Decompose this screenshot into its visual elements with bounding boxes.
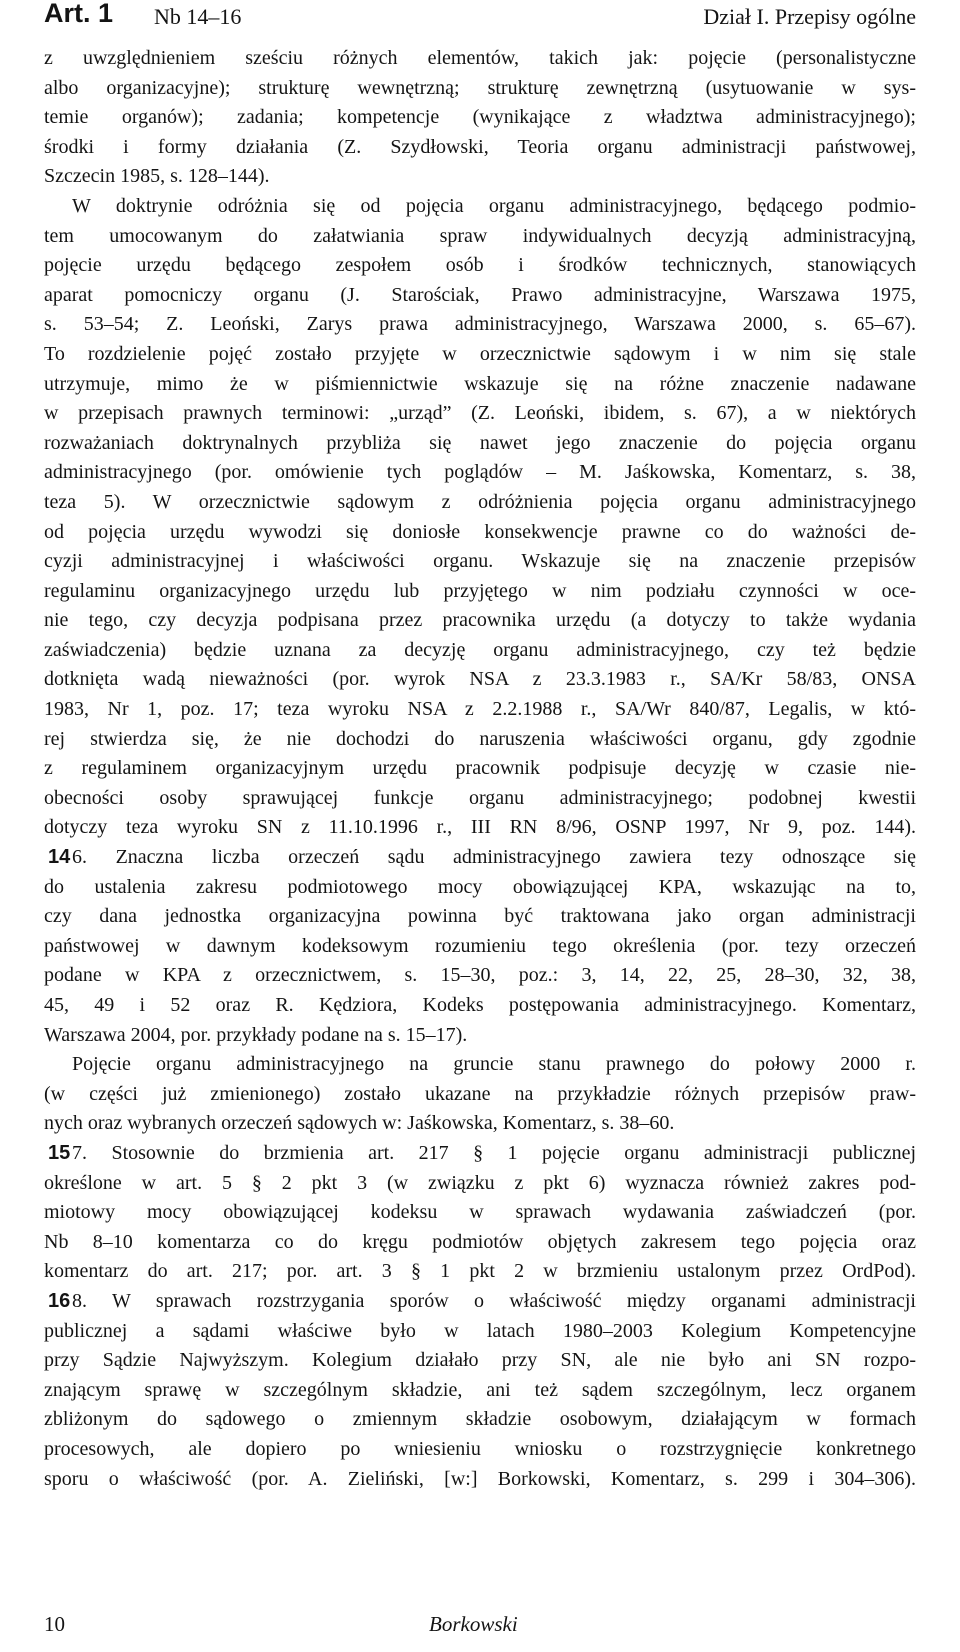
text-line: administracyjnego (por. omówienie tych poglądów – M. Jaśkowska, Komentarz, s. 38,	[44, 461, 916, 484]
text-line: miotowy mocy obowiązującej kodeksu w sprawach wydawania zaświadczeń (por.	[44, 1201, 916, 1224]
text-line: To rozdzielenie pojęć zostało przyjęte w orzecznictwie sądowym i w nim się stale	[44, 342, 916, 365]
text-line: określone w art. 5 § 2 pkt 3 (w związku z pkt 6) wyznacza również zakres pod-	[44, 1171, 916, 1194]
text-line: tem umocowanym do załatwiania spraw indywidualnych decyzją administracyjną,	[44, 224, 916, 247]
margin-number-16: 16	[48, 1290, 71, 1312]
text-line: środki i formy działania (Z. Szydłowski, Teoria organu administracji państwowej,	[44, 135, 916, 158]
text-line: W doktrynie odróżnia się od pojęcia organu administracyjnego, będącego podmio-	[72, 194, 916, 217]
text-line: 8. W sprawach rozstrzygania sporów o właściwość między organami administracji	[72, 1289, 916, 1312]
text-line: albo organizacyjne); strukturę wewnętrzną; strukturę zewnętrzną (usytuowanie w sys-	[44, 76, 916, 99]
text-line: procesowych, ale dopiero po wniesieniu wniosku o rozstrzygnięcie konkretnego	[44, 1437, 916, 1460]
text-line: cyzji administracyjnej i właściwości organu. Wskazuje się na znaczenie przepisów	[44, 550, 916, 573]
text-line: dotknięta wadą nieważności (por. wyrok NSA z 23.3.1983 r., SA/Kr 58/83, ONSA	[44, 668, 916, 691]
margin-number-14: 14	[48, 846, 71, 868]
text-line: państwowej w dawnym kodeksowym rozumieniu tego określenia (por. tezy orzeczeń	[44, 934, 916, 957]
text-line: Pojęcie organu administracyjnego na gruncie stanu prawnego do połowy 2000 r.	[72, 1053, 916, 1076]
page-number: 10	[44, 1612, 65, 1636]
text-line: Szczecin 1985, s. 128–144).	[44, 165, 270, 188]
text-line: (w części już zmienionego) zostało ukazane na przykładzie różnych przepisów praw-	[44, 1082, 916, 1105]
text-line: komentarz do art. 217; por. art. 3 § 1 pkt 2 w brzmieniu ustalonym przez OrdPod).	[44, 1260, 916, 1283]
text-line: dotyczy teza wyroku SN z 11.10.1996 r., III RN 8/96, OSNP 1997, Nr 9, poz. 144).	[44, 816, 916, 839]
text-line: przy Sądzie Najwyższym. Kolegium działało przy SN, ale nie było ani SN rozpo-	[44, 1349, 916, 1372]
text-line: 7. Stosownie do brzmienia art. 217 § 1 pojęcie organu administracji publicznej	[72, 1141, 916, 1164]
text-line: rej stwierdza się, że nie dochodzi do naruszenia właściwości organu, gdy zgodnie	[44, 727, 916, 750]
text-line: sporu o właściwość (por. A. Zieliński, [w:] Borkowski, Komentarz, s. 299 i 304–306).	[44, 1467, 916, 1490]
text-line: temie organów); zadania; kompetencje (wynikające z władztwa administracyjnego);	[44, 106, 916, 129]
article-label: Art. 1	[44, 0, 114, 28]
text-line: nie tego, czy decyzja podpisana przez pracownika urzędu (a dotyczy to także wydania	[44, 609, 916, 632]
text-line: czy dana jednostka organizacyjna powinna być traktowana jako organ administracji	[44, 905, 916, 928]
text-line: z uwzględnieniem sześciu różnych elementów, takich jak: pojęcie (personalistyczne	[44, 47, 916, 69]
section-title: Dział I. Przepisy ogólne	[703, 4, 916, 29]
text-line: 6. Znaczna liczba orzeczeń sądu administracyjnego zawiera tezy odnoszące się	[72, 846, 916, 869]
running-header	[44, 2, 916, 36]
text-line: znającym sprawę w szczególnym składzie, ani też sądem szczególnym, lecz organem	[44, 1378, 916, 1401]
text-line: 45, 49 i 52 oraz R. Kędziora, Kodeks postępowania administracyjnego. Komentarz,	[44, 994, 916, 1016]
text-line: nych oraz wybranych orzeczeń sądowych w: Jaśkowska, Komentarz, s. 38–60.	[44, 1112, 675, 1135]
text-line: Nb 8–10 komentarza co do kręgu podmiotów objętych zakresem tego pojęcia oraz	[44, 1230, 916, 1253]
text-line: s. 53–54; Z. Leoński, Zarys prawa administracyjnego, Warszawa 2000, s. 65–67).	[44, 313, 916, 336]
text-line: z regulaminem organizacyjnym urzędu pracownik podpisuje decyzję w czasie nie-	[44, 757, 916, 780]
text-line: regulaminu organizacyjnego urzędu lub przyjętego w nim podziału czynności w oce-	[44, 579, 916, 602]
text-line: pojęcie urzędu będącego zespołem osób i środków technicznych, stanowiących	[44, 254, 916, 277]
text-line: rozważaniach doktrynalnych przybliża się nawet jego znaczenie do pojęcia organu	[44, 431, 916, 454]
margin-number-15: 15	[48, 1142, 71, 1164]
text-line: zaświadczenia) będzie uznana za decyzję organu administracyjnego, czy też będzie	[44, 638, 916, 661]
text-line: zbliżonym do sądowego o zmiennym składzie osobowym, działającym w formach	[44, 1408, 916, 1431]
text-line: obecności osoby sprawującej funkcje organu administracyjnego; podobnej kwestii	[44, 786, 916, 809]
running-footer	[44, 1612, 916, 1642]
text-line: od pojęcia urzędu wywodzi się doniosłe konsekwencje prawne co do ważności de-	[44, 520, 916, 543]
text-line: podane w KPA z orzecznictwem, s. 15–30, poz.: 3, 14, 22, 25, 28–30, 32, 38,	[44, 964, 916, 987]
text-line: Warszawa 2004, por. przykłady podane na s. 15–17).	[44, 1023, 468, 1046]
text-line: w przepisach prawnych terminowi: „urząd” (Z. Leoński, ibidem, s. 67), a w niektórych	[44, 402, 916, 425]
text-line: do ustalenia zakresu podmiotowego mocy obowiązującej KPA, wskazując na to,	[44, 875, 916, 898]
footer-author: Borkowski	[429, 1612, 518, 1636]
text-line: aparat pomocniczy organu (J. Starościak, Prawo administracyjne, Warszawa 1975,	[44, 283, 916, 306]
text-line: utrzymuje, mimo że w piśmiennictwie wskazuje się na różne znaczenie nadawane	[44, 372, 916, 395]
commentary-text	[44, 44, 916, 1494]
text-line: publicznej a sądami właściwe było w latach 1980–2003 Kolegium Kompetencyjne	[44, 1319, 916, 1342]
text-line: teza 5). W orzecznictwie sądowym z odróżnienia pojęcia organu administracyjnego	[44, 490, 916, 513]
text-line: 1983, Nr 1, poz. 17; teza wyroku NSA z 2.2.1988 r., SA/Wr 840/87, Legalis, w któ-	[44, 698, 916, 721]
margin-number-range: Nb 14–16	[154, 4, 242, 29]
